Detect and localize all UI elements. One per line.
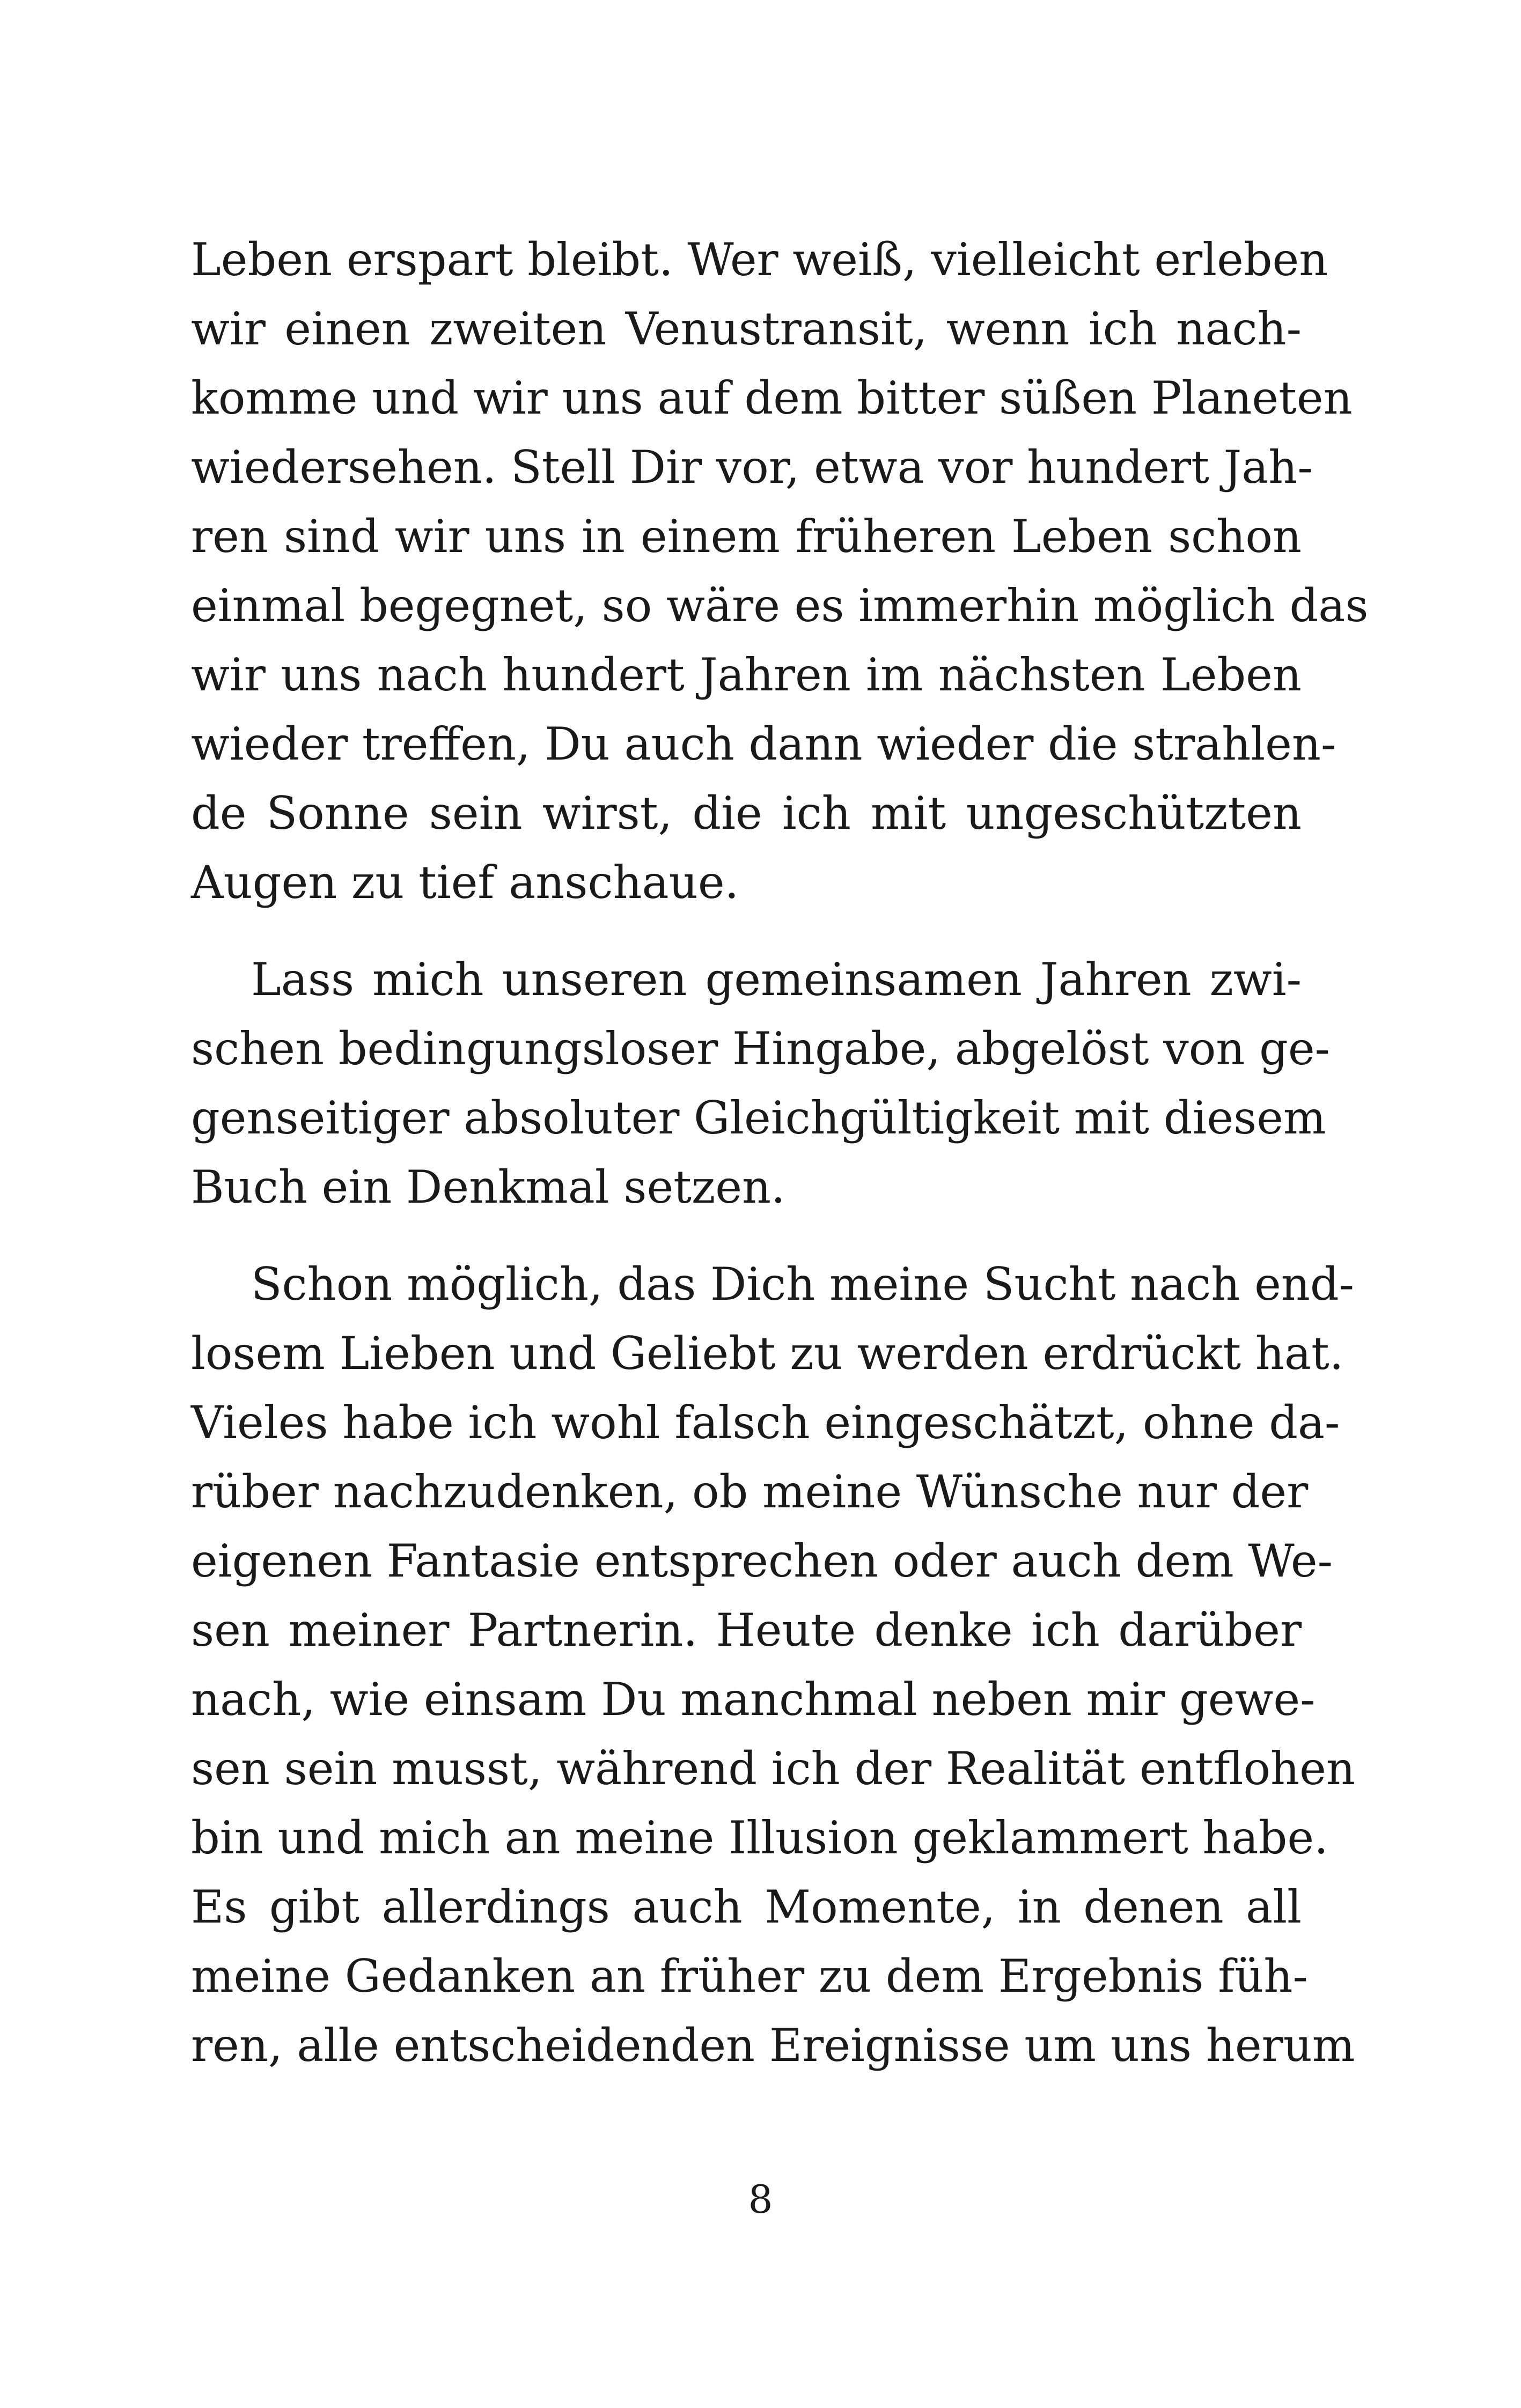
text-line: komme und wir uns auf dem bitter süßen Planeten [191,372,1353,424]
text-line: Leben erspart bleibt. Wer weiß, vielleicht erleben [191,233,1328,286]
text-line: ren sind wir uns in einem früheren Leben schon [191,510,1302,563]
text-line: einmal begegnet, so wäre es immerhin möglich das [191,579,1369,632]
text-line: Es gibt allerdings auch Momente, in denen all [191,1881,1302,1933]
text-line: schen bedingungsloser Hingabe, abgelöst von ge- [191,1022,1330,1075]
text-line: sen meiner Partnerin. Heute denke ich darüber [191,1604,1302,1656]
text-line: eigenen Fantasie entsprechen oder auch dem We- [191,1535,1333,1587]
text-line: Schon möglich, das Dich meine Sucht nach end- [251,1258,1355,1310]
text-line: Buch ein Denkmal setzen. [191,1161,785,1213]
text-line: bin und mich an meine Illusion geklammert habe. [191,1811,1328,1864]
text-line: nach, wie einsam Du manchmal neben mir gewe- [191,1673,1316,1726]
text-line: sen sein musst, während ich der Realität entflohen [191,1742,1355,1795]
body-text [191,225,1369,2080]
text-line: de Sonne sein wirst, die ich mit ungeschützten [191,787,1302,840]
text-line: Augen zu tief anschaue. [191,856,739,909]
text-line: Vieles habe ich wohl falsch eingeschätzt, ohne da- [191,1396,1340,1449]
text-line: ren, alle entscheidenden Ereignisse um uns herum [191,2019,1355,2072]
text-line: Lass mich unseren gemeinsamen Jahren zwi- [251,953,1302,1006]
text-line: losem Lieben und Geliebt zu werden erdrückt hat. [191,1327,1344,1380]
page-number: 8 [748,2177,773,2222]
paragraph-gap [191,1222,1302,1250]
text-line: wiedersehen. Stell Dir vor, etwa vor hundert Jah- [191,441,1313,494]
text-line: rüber nachzudenken, ob meine Wünsche nur der [191,1466,1309,1518]
text-line: wir uns nach hundert Jahren im nächsten Leben [191,649,1302,701]
text-line: genseitiger absoluter Gleichgültigkeit mit diesem [191,1092,1326,1144]
text-line: meine Gedanken an früher zu dem Ergebnis füh- [191,1950,1308,2002]
text-line: wieder treffen, Du auch dann wieder die strahlen- [191,718,1336,770]
paragraph-gap [191,917,1302,945]
text-line: wir einen zweiten Venustransit, wenn ich nach- [191,303,1302,355]
